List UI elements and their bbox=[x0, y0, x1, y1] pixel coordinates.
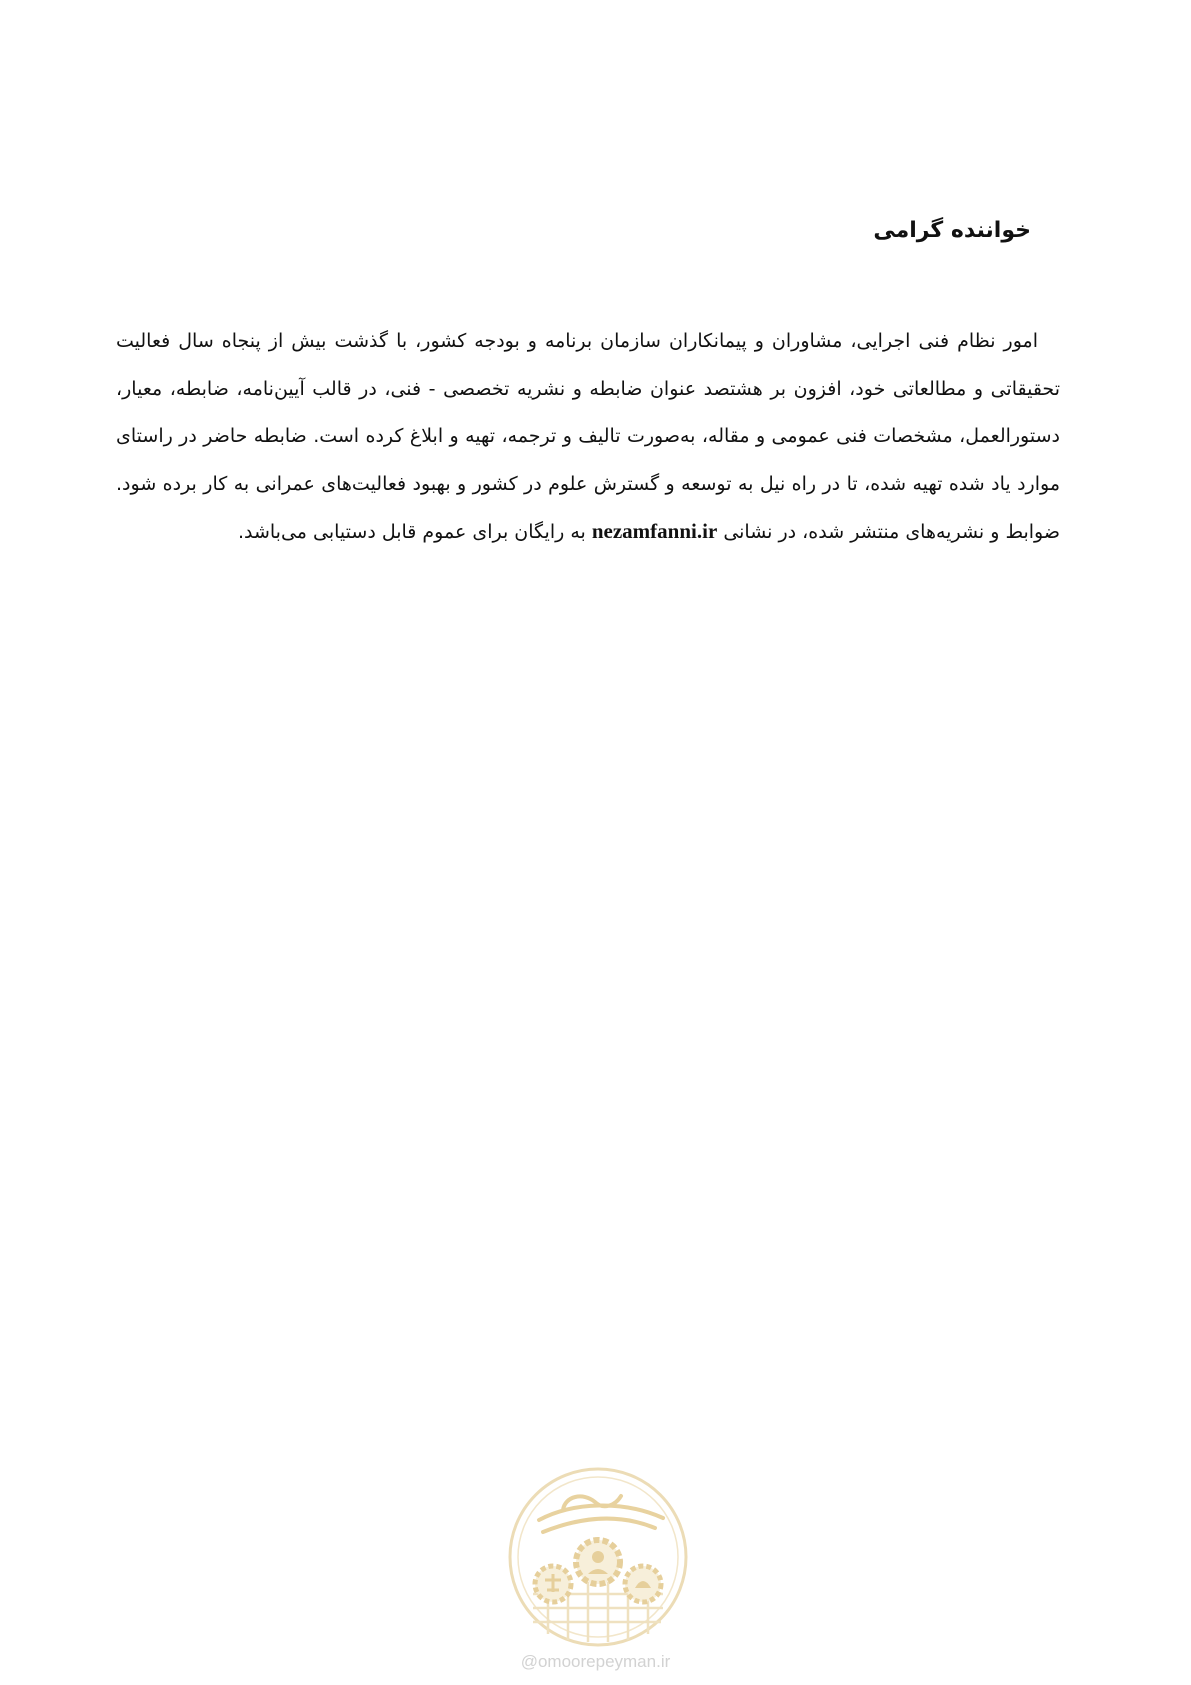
watermark-logo bbox=[503, 1462, 693, 1652]
paragraph-text-end: به رایگان برای عموم قابل دستیابی می‌باشد. bbox=[237, 521, 586, 543]
website-link[interactable]: nezamfanni.ir bbox=[591, 519, 718, 543]
watermark-url: @omoorepeyman.ir bbox=[520, 1652, 671, 1671]
paragraph-text-start: امور نظام فنی اجرایی، مشاوران و پیمانکاران سازمان برنامه و بودجه کشور، با گذشت بیش از پنجاه سال فعالیت تحقیقاتی و مطالعاتی خود، افزون بر هشتصد عنوان ضابطه و نشریه تخصصی - فنی، در قالب آیین‌نامه، ضابطه، معیار، دستورالعمل، مشخصات فنی عمومی و مقاله، به‌صورت تالیف و ترجمه، تهیه و ابلاغ کرده است. ضابطه حاضر در راستای موارد یاد شده تهیه شده، تا در راه نیل به توسعه و گسترش علوم در کشور و بهبود فعالیت‌های عمرانی به کار برده شود. ضوابط و نشریه‌های منتشر شده، در نشانی bbox=[116, 330, 1060, 543]
gears-emblem-icon bbox=[503, 1462, 693, 1652]
body-paragraph bbox=[116, 318, 1060, 557]
page-title: خواننده گرامی bbox=[873, 218, 1031, 243]
